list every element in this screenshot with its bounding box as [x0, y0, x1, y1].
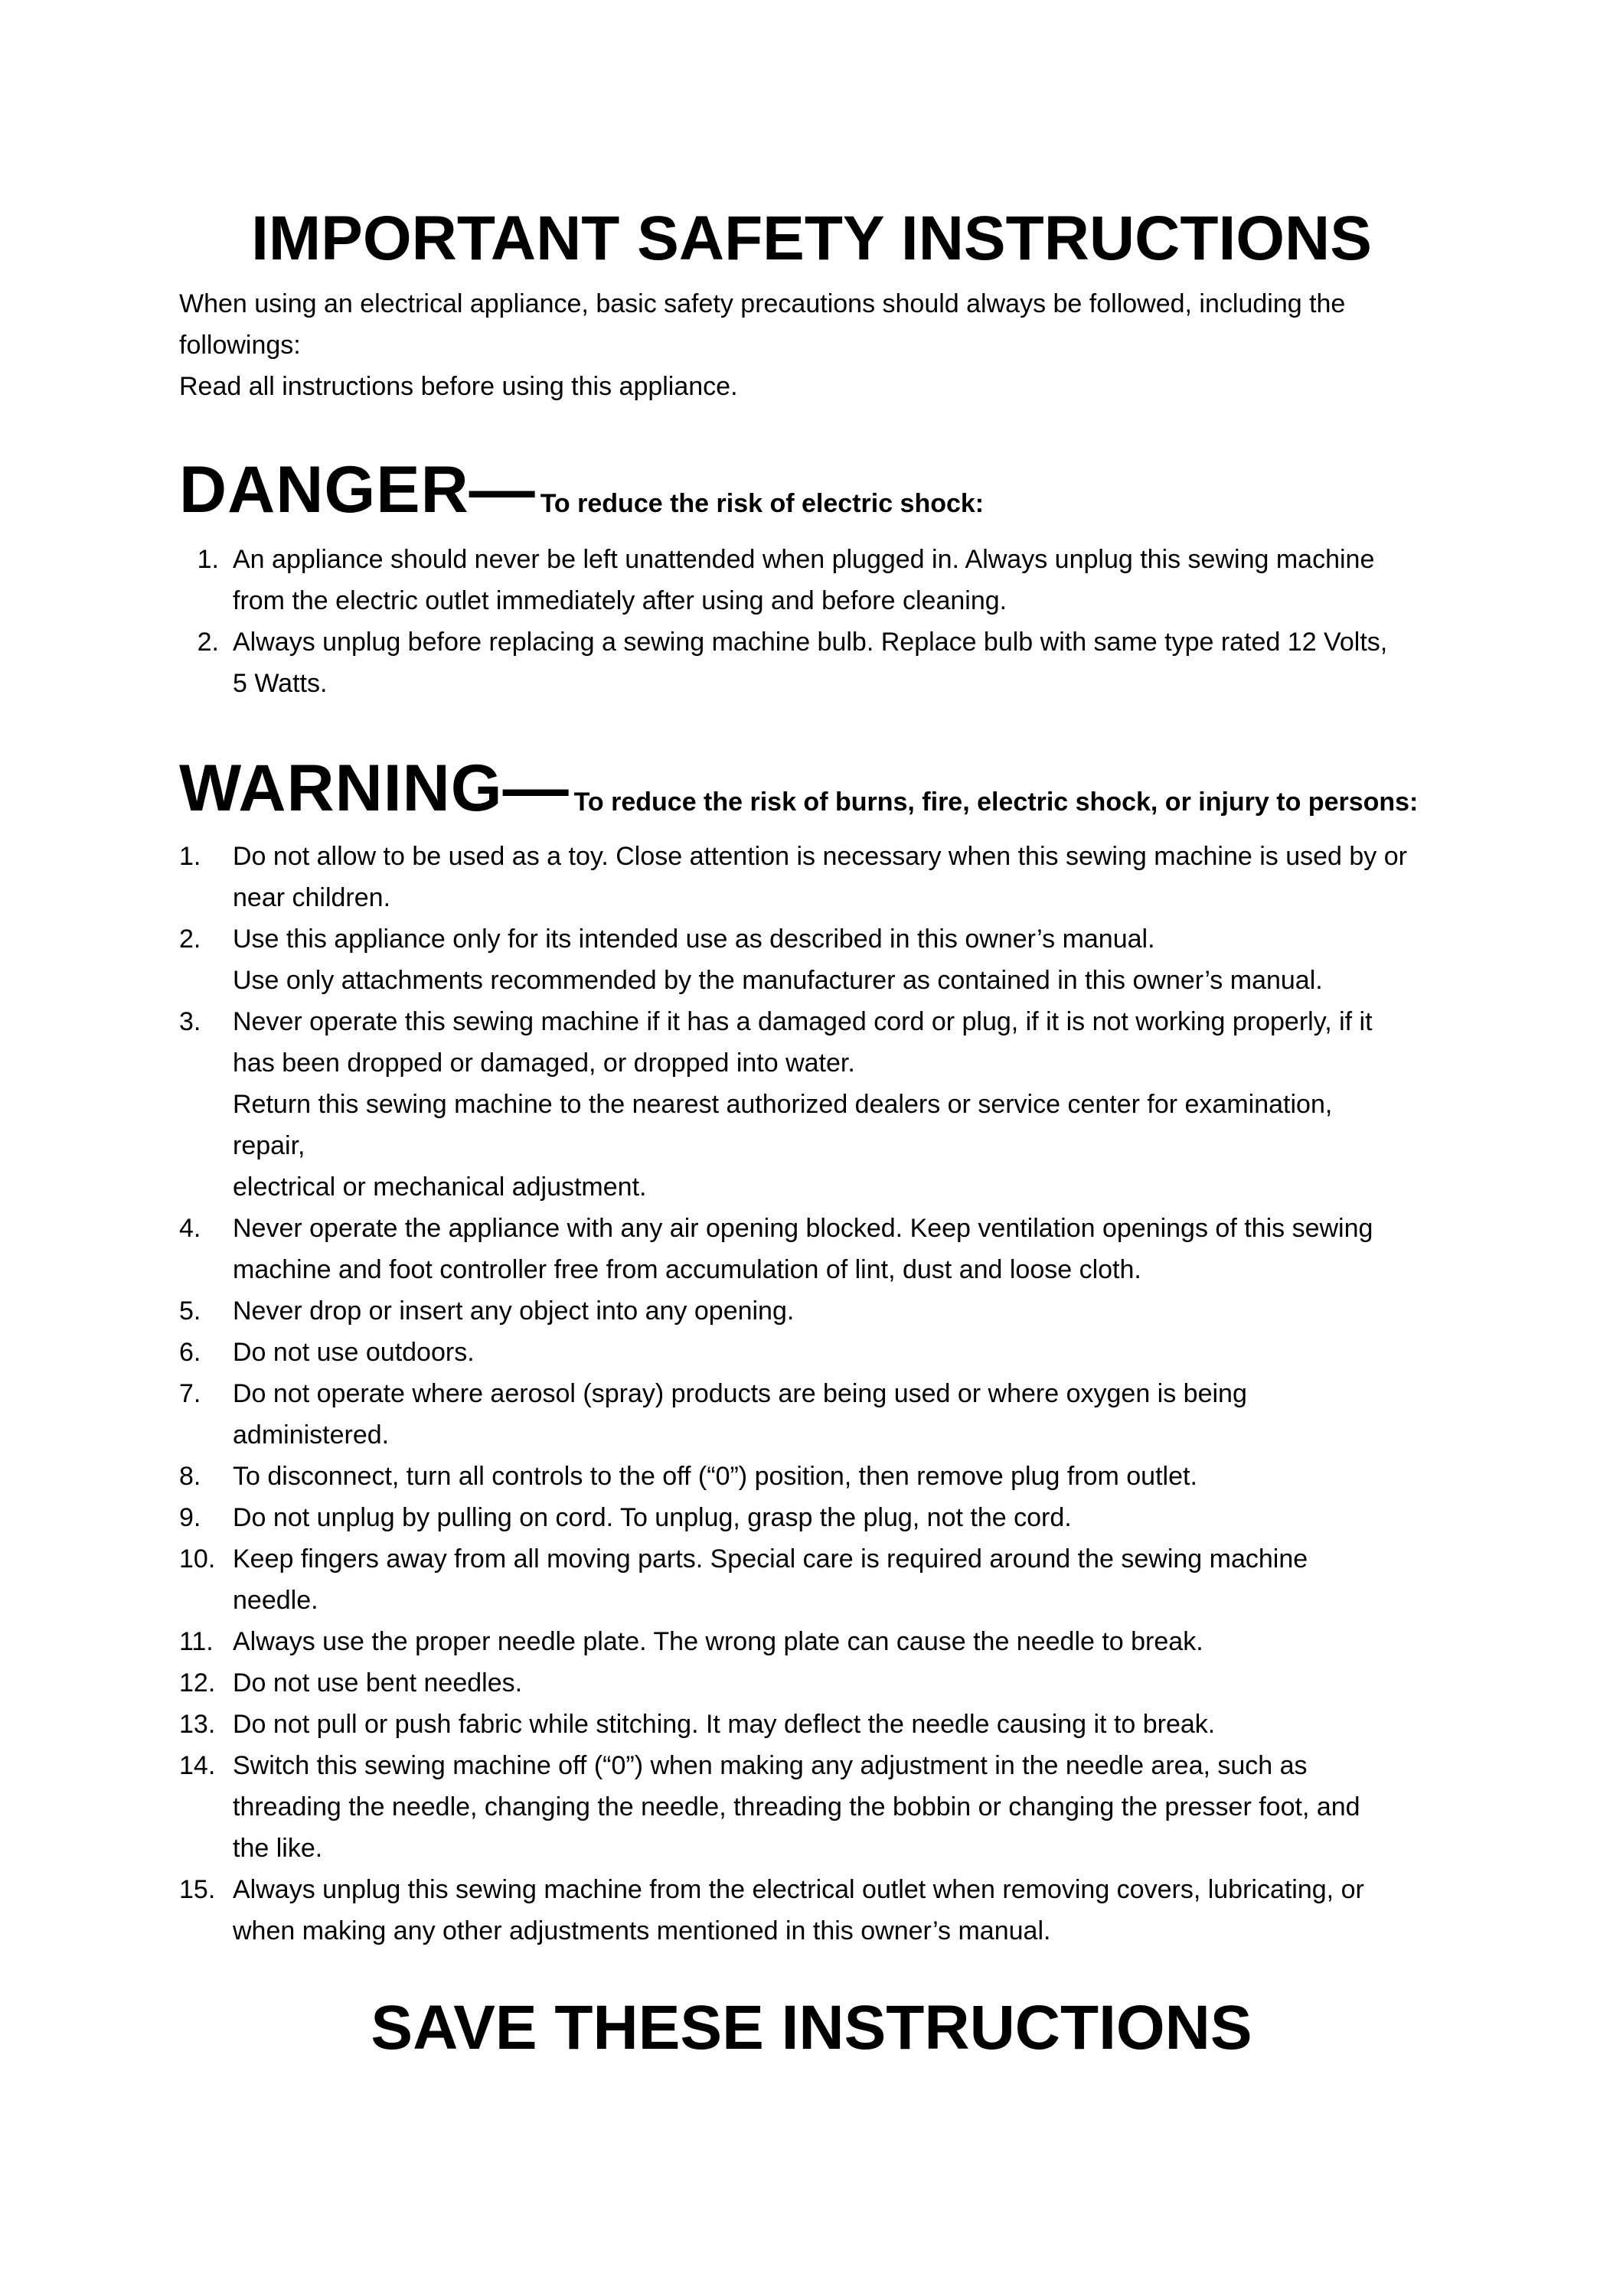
warning-item-text: threading the needle, changing the needle, threading the bobbin or changing the presser foot, and	[233, 1792, 1360, 1821]
intro-line: When using an electrical appliance, basic safety precautions should always be followed, including the	[179, 289, 1346, 318]
intro-line: followings:	[179, 331, 301, 360]
warning-item-text: Do not use bent needles.	[233, 1668, 523, 1698]
warning-item-number: 11.	[179, 1627, 214, 1656]
warning-item-text: Switch this sewing machine off (“0”) when making any adjustment in the needle area, such as	[233, 1751, 1308, 1780]
warning-item-text: has been dropped or damaged, or dropped into water.	[233, 1049, 855, 1078]
danger-item-text: 5 Watts.	[233, 669, 328, 698]
warning-item-text: Do not pull or push fabric while stitching. It may deflect the needle causing it to break.	[233, 1710, 1216, 1739]
warning-heading	[179, 750, 1418, 827]
warning-item-text: Never drop or insert any object into any opening.	[233, 1296, 795, 1326]
danger-label: DANGER—	[179, 453, 536, 527]
warning-item	[179, 1704, 1481, 1745]
intro-line: Read all instructions before using this appliance.	[179, 372, 738, 401]
warning-item	[179, 1456, 1481, 1497]
warning-item	[179, 918, 1481, 1001]
warning-item	[179, 836, 1481, 918]
warning-item-text: when making any other adjustments mentioned in this owner’s manual.	[233, 1916, 1051, 1945]
warning-item-number: 14.	[179, 1751, 216, 1780]
warning-label: WARNING—	[179, 752, 570, 825]
warning-item-text: Do not unplug by pulling on cord. To unplug, grasp the plug, not the cord.	[233, 1503, 1072, 1532]
warning-item-text: Never operate this sewing machine if it has a damaged cord or plug, if it is not working properly, if it	[233, 1007, 1373, 1036]
warning-item	[179, 1332, 1481, 1373]
danger-subtitle: To reduce the risk of electric shock:	[540, 489, 985, 518]
warning-item-text: Use only attachments recommended by the manufacturer as contained in this owner’s manual.	[233, 966, 1323, 995]
warning-item-text: Always unplug this sewing machine from the electrical outlet when removing covers, lubricating, or	[233, 1875, 1364, 1904]
warning-item-text: Keep fingers away from all moving parts. Special care is required around the sewing machine	[233, 1544, 1308, 1574]
warning-item-text: machine and foot controller free from accumulation of lint, dust and loose cloth.	[233, 1255, 1141, 1284]
warning-item-text: Use this appliance only for its intended use as described in this owner’s manual.	[233, 925, 1155, 954]
danger-heading	[179, 452, 984, 528]
warning-item-text: Do not allow to be used as a toy. Close attention is necessary when this sewing machine is used by or	[233, 842, 1407, 871]
warning-item-number: 7.	[179, 1379, 201, 1408]
warning-item	[179, 1290, 1481, 1332]
warning-item-number: 10.	[179, 1544, 216, 1574]
warning-item-text: Do not operate where aerosol (spray) products are being used or where oxygen is being	[233, 1379, 1247, 1408]
warning-item-text: repair,	[233, 1131, 305, 1160]
warning-item	[179, 1373, 1481, 1456]
warning-item-number: 15.	[179, 1875, 216, 1904]
warning-item-text: administered.	[233, 1420, 390, 1450]
danger-item-number: 2.	[197, 628, 219, 657]
danger-item-text: Always unplug before replacing a sewing machine bulb. Replace bulb with same type rated 12 Volts,	[233, 628, 1388, 657]
danger-list	[179, 539, 1481, 704]
warning-item-text: Always use the proper needle plate. The wrong plate can cause the needle to break.	[233, 1627, 1203, 1656]
danger-item-number: 1.	[197, 545, 219, 574]
warning-item-number: 2.	[179, 925, 201, 954]
warning-item-number: 13.	[179, 1710, 216, 1739]
warning-item-text: needle.	[233, 1586, 318, 1615]
warning-item-number: 9.	[179, 1503, 201, 1532]
warning-item-text: Return this sewing machine to the nearest authorized dealers or service center for examination,	[233, 1090, 1333, 1119]
danger-item-text: from the electric outlet immediately after using and before cleaning.	[233, 586, 1007, 615]
warning-item	[179, 1497, 1481, 1538]
warning-list	[179, 836, 1481, 1952]
warning-item	[179, 1001, 1481, 1208]
warning-item-number: 8.	[179, 1462, 201, 1491]
warning-item-number: 3.	[179, 1007, 201, 1036]
warning-item-text: Never operate the appliance with any air opening blocked. Keep ventilation openings of this sewing	[233, 1214, 1373, 1243]
warning-item-text: Do not use outdoors.	[233, 1338, 475, 1367]
warning-item-number: 12.	[179, 1668, 216, 1698]
warning-item	[179, 1208, 1481, 1290]
warning-item	[179, 1662, 1481, 1704]
warning-item	[179, 1538, 1481, 1621]
warning-item-number: 1.	[179, 842, 201, 871]
page-title: IMPORTANT SAFETY INSTRUCTIONS	[251, 204, 1372, 273]
danger-item	[179, 539, 1481, 621]
warning-item-number: 4.	[179, 1214, 201, 1243]
warning-item-text: To disconnect, turn all controls to the off (“0”) position, then remove plug from outlet.	[233, 1462, 1197, 1491]
warning-item	[179, 1869, 1481, 1952]
warning-item-number: 6.	[179, 1338, 201, 1367]
warning-item-number: 5.	[179, 1296, 201, 1326]
intro-paragraph	[179, 283, 1481, 407]
warning-item-text: electrical or mechanical adjustment.	[233, 1172, 647, 1202]
warning-item	[179, 1745, 1481, 1869]
warning-subtitle: To reduce the risk of burns, fire, electric shock, or injury to persons:	[573, 788, 1419, 817]
danger-item-text: An appliance should never be left unattended when plugged in. Always unplug this sewing machine	[233, 545, 1375, 574]
footer-title: SAVE THESE INSTRUCTIONS	[371, 1993, 1252, 2063]
warning-item	[179, 1621, 1481, 1662]
warning-item-text: near children.	[233, 883, 391, 912]
danger-item	[179, 621, 1481, 704]
warning-item-text: the like.	[233, 1834, 323, 1863]
